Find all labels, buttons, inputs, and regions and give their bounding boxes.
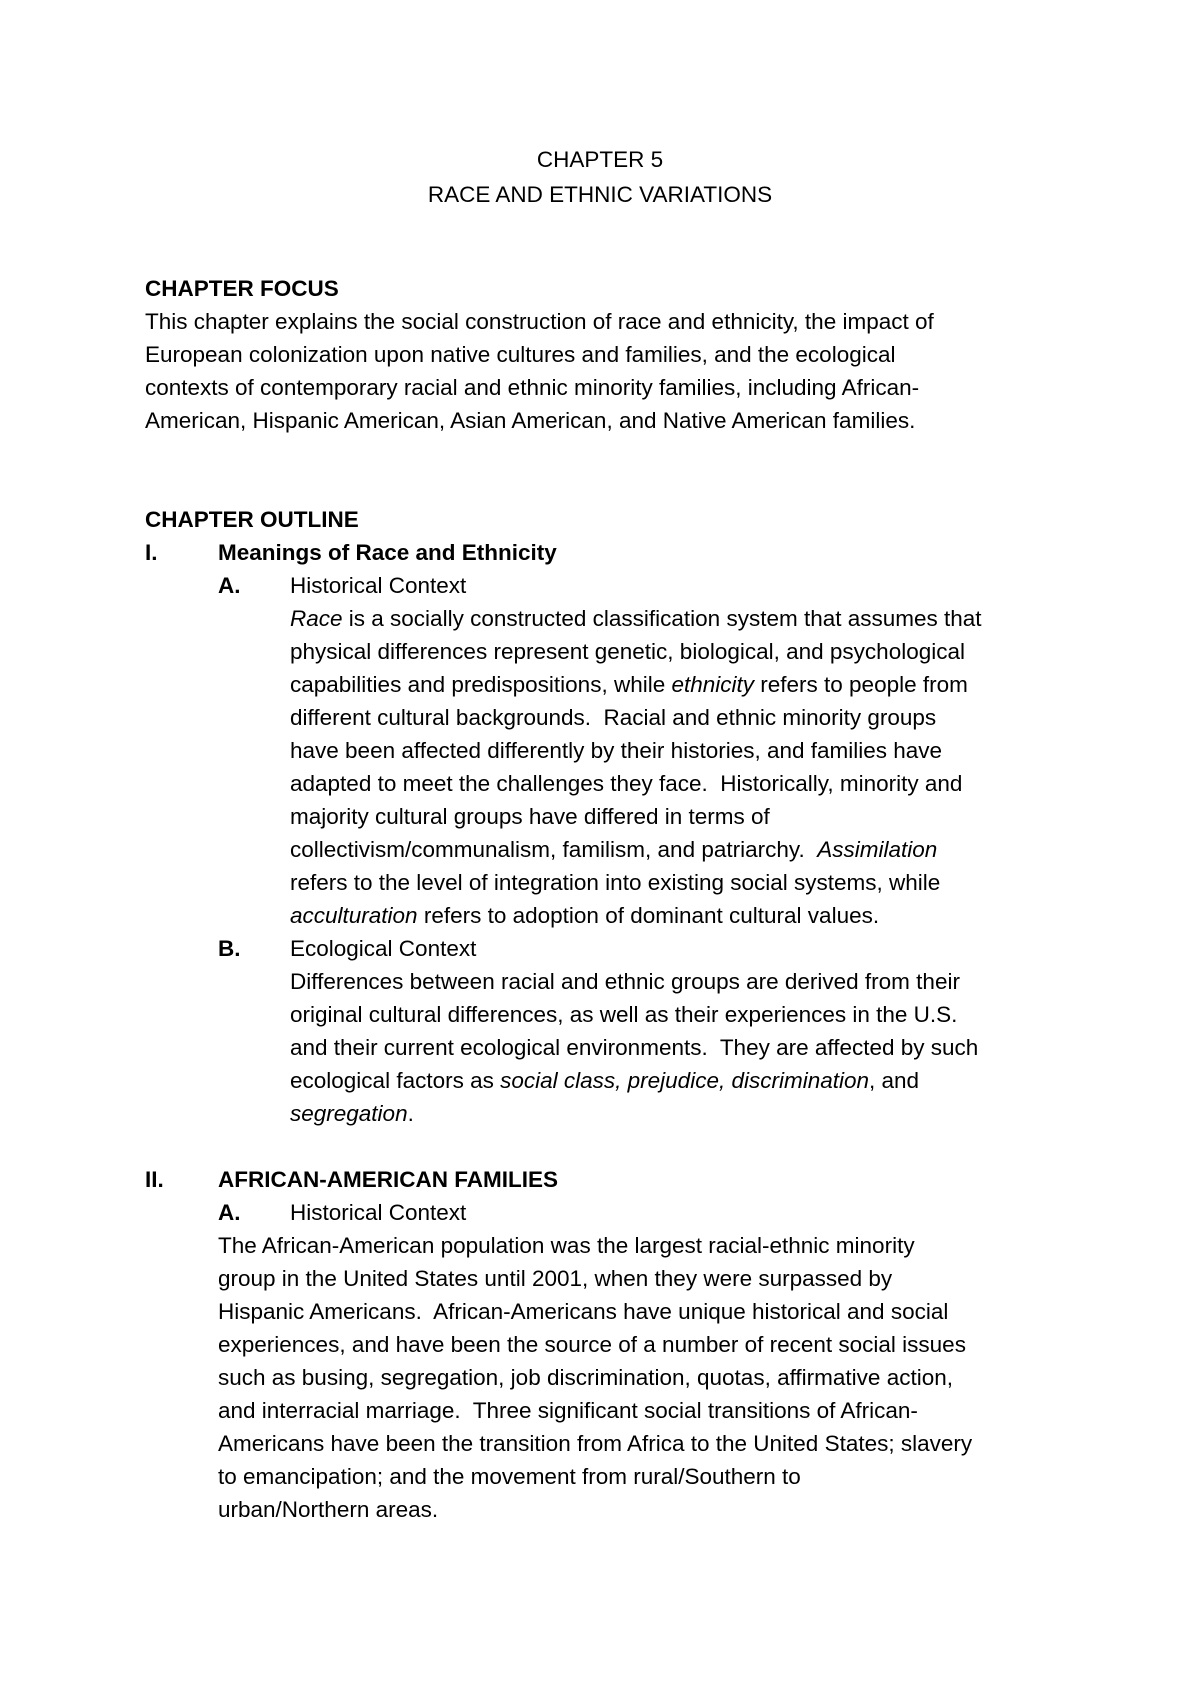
term-assimilation: Assimilation	[817, 837, 938, 862]
paragraph-line: such as busing, segregation, job discrimination, quotas, affirmative action,	[218, 1365, 953, 1390]
section-title: Meanings of Race and Ethnicity	[218, 540, 557, 565]
chapter-outline-heading: CHAPTER OUTLINE	[145, 507, 359, 532]
focus-line: European colonization upon native cultures and families, and the ecological	[145, 342, 896, 367]
paragraph-line: ecological factors as social class, prejudice, discrimination, and	[290, 1068, 920, 1093]
term-segregation: segregation	[290, 1101, 408, 1126]
chapter-number: CHAPTER 5	[536, 147, 664, 172]
focus-line: American, Hispanic American, Asian American, and Native American families.	[145, 408, 916, 433]
focus-line: contexts of contemporary racial and ethnic minority families, including African-	[145, 375, 920, 400]
subsection-letter: A.	[218, 1200, 241, 1225]
paragraph-line: original cultural differences, as well as their experiences in the U.S.	[290, 1002, 958, 1027]
paragraph-line: urban/Northern areas.	[218, 1497, 439, 1522]
section-numeral: II.	[145, 1167, 164, 1192]
paragraph-line: The African-American population was the largest racial-ethnic minority	[218, 1233, 915, 1258]
chapter-title: RACE AND ETHNIC VARIATIONS	[427, 182, 773, 207]
subsection-letter: B.	[218, 936, 241, 961]
paragraph-line: have been affected differently by their histories, and families have	[290, 738, 943, 763]
subsection-title: Historical Context	[290, 1200, 467, 1225]
term-ethnicity: ethnicity	[671, 672, 755, 697]
paragraph-line: Race is a socially constructed classification system that assumes that	[290, 606, 982, 631]
paragraph-line: group in the United States until 2001, when they were surpassed by	[218, 1266, 893, 1291]
paragraph-line: collectivism/communalism, familism, and patriarchy. Assimilation	[290, 837, 938, 862]
subsection-title: Ecological Context	[290, 936, 477, 961]
paragraph-line: capabilities and predispositions, while ethnicity refers to people from	[290, 672, 968, 697]
paragraph-line: experiences, and have been the source of a number of recent social issues	[218, 1332, 966, 1357]
paragraph-line: Hispanic Americans. African-Americans have unique historical and social	[218, 1299, 949, 1324]
paragraph-line: adapted to meet the challenges they face. Historically, minority and	[290, 771, 963, 796]
paragraph-line: Differences between racial and ethnic groups are derived from their	[290, 969, 960, 994]
subsection-letter: A.	[218, 573, 241, 598]
paragraph-line: and interracial marriage. Three significant social transitions of African-	[218, 1398, 918, 1423]
paragraph-line: and their current ecological environments. They are affected by such	[290, 1035, 979, 1060]
section-title: AFRICAN-AMERICAN FAMILIES	[218, 1167, 558, 1192]
focus-line: This chapter explains the social construction of race and ethnicity, the impact of	[145, 309, 934, 334]
paragraph-line: physical differences represent genetic, biological, and psychological	[290, 639, 965, 664]
chapter-focus-heading: CHAPTER FOCUS	[145, 276, 339, 301]
term-race: Race	[290, 606, 343, 631]
paragraph-line: refers to the level of integration into existing social systems, while	[290, 870, 941, 895]
paragraph-line: segregation.	[290, 1101, 414, 1126]
paragraph-line: acculturation refers to adoption of dominant cultural values.	[290, 903, 880, 928]
paragraph-line: Americans have been the transition from Africa to the United States; slavery	[218, 1431, 973, 1456]
paragraph-line: to emancipation; and the movement from rural/Southern to	[218, 1464, 801, 1489]
section-numeral: I.	[145, 540, 158, 565]
subsection-title: Historical Context	[290, 573, 467, 598]
term-acculturation: acculturation	[290, 903, 418, 928]
paragraph-line: different cultural backgrounds. Racial and ethnic minority groups	[290, 705, 937, 730]
term-ecological-factors: social class, prejudice, discrimination	[500, 1068, 870, 1093]
paragraph-line: majority cultural groups have differed in terms of	[290, 804, 770, 829]
